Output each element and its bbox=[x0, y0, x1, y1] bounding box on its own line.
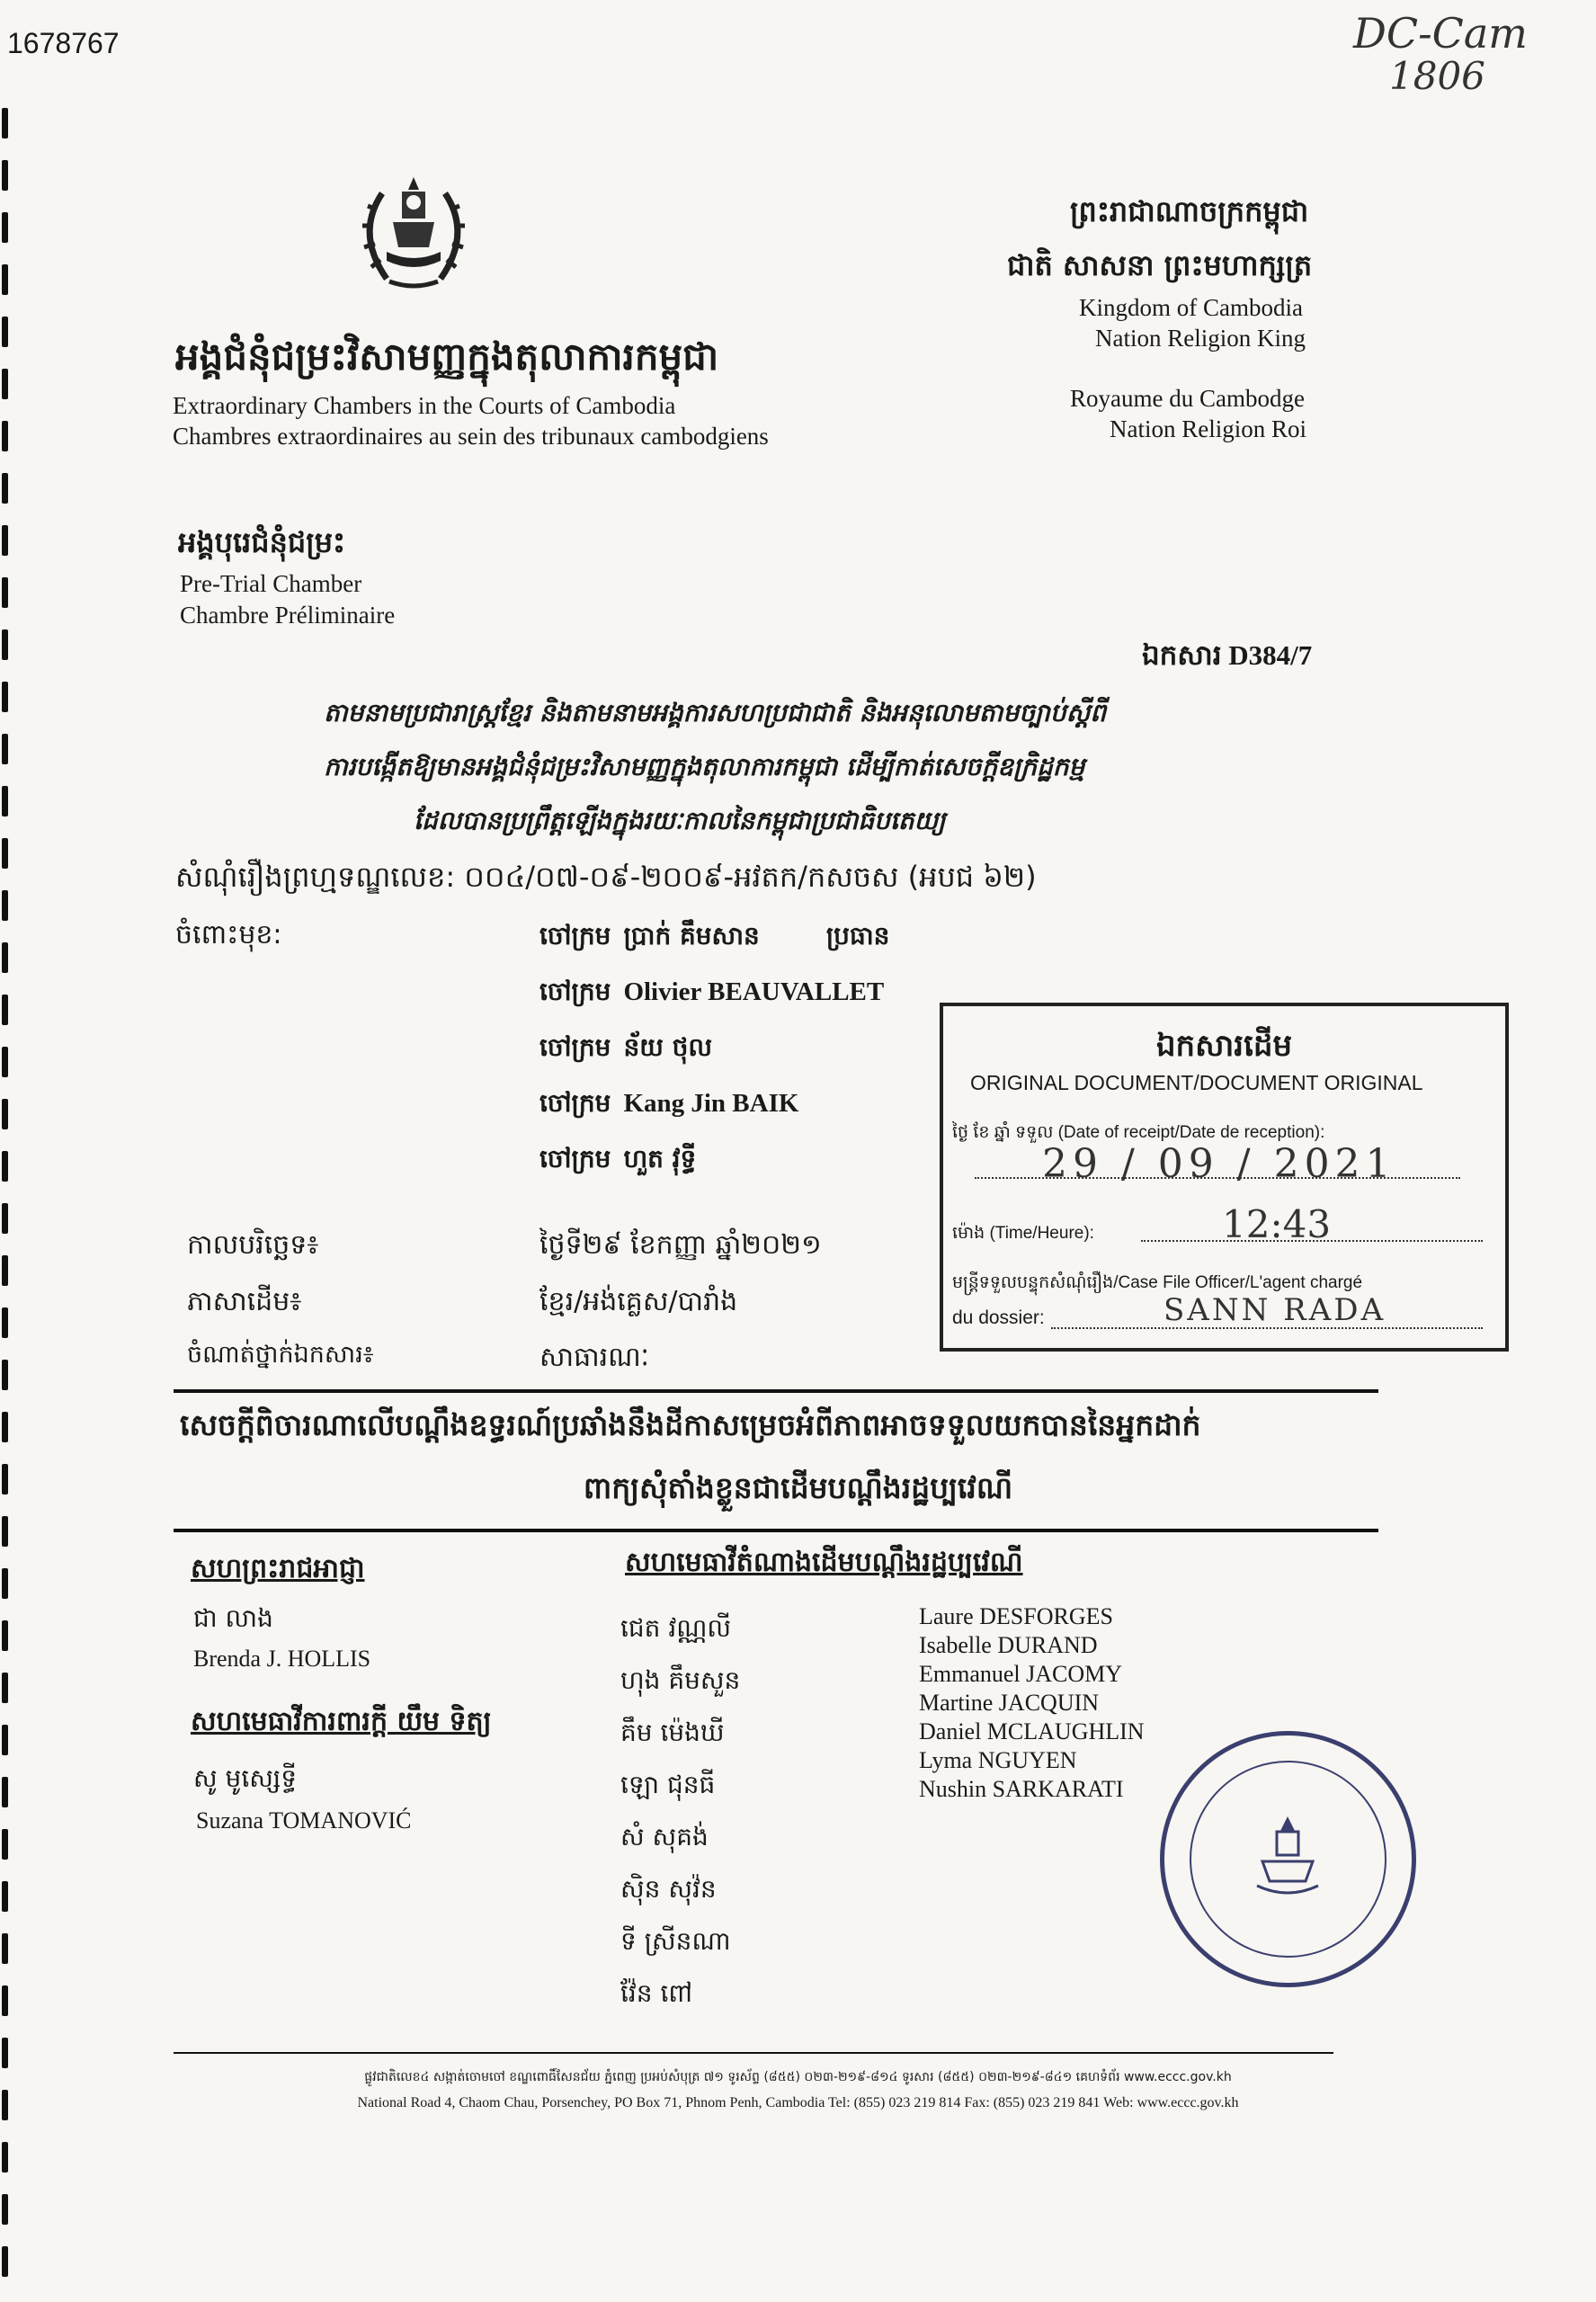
defence-heading: សហមេធាវីការពារក្តី យឹម ទិត្យ bbox=[191, 1706, 492, 1737]
receipt-time-value: 12:43 bbox=[1222, 1202, 1332, 1246]
judge-title: ចៅក្រម bbox=[539, 921, 611, 950]
decision-title-line-2: ពាក្យសុំតាំងខ្លួនជាដើមបណ្តឹងរដ្ឋប្បវេណី bbox=[583, 1470, 1013, 1505]
case-file-number: សំណុំរឿងព្រហ្មទណ្ឌលេខ: ០០៤/០៧-០៩-២០០៩-អវតក/កសចស (អបជ ៦២) bbox=[175, 860, 1037, 894]
civil-lawyer: Martine JACQUIN bbox=[919, 1690, 1100, 1716]
civil-party-heading: សហមេធាវីតំណាងដើមបណ្តឹងរដ្ឋប្បវេណី bbox=[625, 1547, 1023, 1578]
title-line-3: ដែលបានប្រព្រឹត្តឡើងក្នុងរយៈកាលនៃកម្ពុជាប្រជាធិបតេយ្យ bbox=[414, 806, 946, 835]
classification-label: ចំណាត់ថ្នាក់ឯកសារ៖ bbox=[187, 1341, 374, 1369]
chamber-english: Pre-Trial Chamber bbox=[180, 570, 362, 597]
kingdom-french: Royaume du Cambodge bbox=[1070, 385, 1305, 412]
motto-french: Nation Religion Roi bbox=[1110, 415, 1306, 442]
judge-row bbox=[539, 1131, 889, 1187]
title-line-2: ការបង្កើតឱ្យមានអង្គជំនុំជម្រះវិសាមញ្ញក្នុងតុលាការកម្ពុជា ដើម្បីកាត់សេចក្តីឧក្រិដ្ឋកម្ម bbox=[324, 752, 1085, 781]
before-label: ចំពោះមុខ: bbox=[175, 919, 282, 950]
classification-value: សាធារណៈ bbox=[539, 1342, 649, 1373]
rule-footer bbox=[174, 2052, 1333, 2054]
decision-title-line-1: សេចក្តីពិចារណាលើបណ្តឹងឧទ្ធរណ៍ប្រឆាំងនឹងដីកាសម្រេចអំពីភាពអាចទទួលយកបាននៃអ្នកដាក់ bbox=[180, 1407, 1201, 1442]
civil-lawyer-khmer: ជេត វណ្ណលី bbox=[620, 1613, 732, 1643]
defence-name: Suzana TOMANOVIĆ bbox=[196, 1807, 412, 1834]
language-label: ភាសាដើម៖ bbox=[187, 1286, 302, 1317]
prosecutor-name-khmer: ជា លាង bbox=[193, 1603, 273, 1633]
scan-number: 1678767 bbox=[7, 27, 120, 59]
judge-name: ន័យ ថុល bbox=[623, 1032, 713, 1062]
ecc-title-french: Chambres extraordinaires au sein des tribunaux cambodgiens bbox=[173, 423, 769, 450]
original-stamp-title-khmer: ឯកសារដើម bbox=[1155, 1028, 1293, 1064]
motto-khmer: ជាតិ សាសនា ព្រះមហាក្សត្រ bbox=[1007, 248, 1313, 282]
rule-top bbox=[174, 1389, 1378, 1393]
civil-lawyer-khmer: សំ សុគង់ bbox=[620, 1822, 709, 1851]
kingdom-english: Kingdom of Cambodia bbox=[1079, 294, 1303, 321]
ecc-title-khmer: អង្គជំនុំជម្រះវិសាមញ្ញក្នុងតុលាការកម្ពុជា bbox=[175, 335, 719, 379]
case-officer-value: SANN RADA bbox=[1164, 1292, 1386, 1328]
kingdom-khmer: ព្រះរាជាណាចក្រកម្ពុជា bbox=[1070, 194, 1309, 228]
footer-address-khmer: ផ្លូវជាតិលេខ៤ សង្កាត់ចោមចៅ ខណ្ឌពោធិ៍សែនជ័យ ភ្នំពេញ ប្រអប់សំបុត្រ ៧១ ទូរស័ព្ទ (៨៥៥) ០២៣-២១៩-៨១៤ ទូរសារ (៨៥៥) ០២៣-២១៩-៨៤១ គេហទំព័រ www.eccc.gov.kh bbox=[364, 2070, 1232, 2084]
civil-lawyer: Nushin SARKARATI bbox=[919, 1776, 1124, 1802]
date-value: ថ្ងៃទី២៩ ខែកញ្ញា ឆ្នាំ២០២១ bbox=[539, 1229, 822, 1261]
case-officer-label: មន្ត្រីទទួលបន្ទុកសំណុំរឿង/Case File Officer/L'agent chargé bbox=[952, 1273, 1363, 1292]
receipt-date-label: ថ្ងៃ ខែ ឆ្នាំ ទទួល (Date of receipt/Date de reception): bbox=[952, 1123, 1325, 1142]
civil-lawyer-khmer: ទី ស្រីនណា bbox=[620, 1926, 731, 1956]
ecc-title-english: Extraordinary Chambers in the Courts of Cambodia bbox=[173, 392, 676, 419]
defence-name-khmer: សូ មូស្សេទ្ធី bbox=[193, 1763, 297, 1793]
civil-lawyer: Laure DESFORGES bbox=[919, 1603, 1113, 1629]
judge-role: ប្រធាន bbox=[825, 921, 890, 950]
date-label: កាលបរិច្ឆេទ៖ bbox=[187, 1229, 319, 1261]
judge-name: ហួត វុទ្ធី bbox=[623, 1144, 697, 1173]
civil-lawyer-khmer: ស៊ិន សុវ៉ន bbox=[620, 1874, 717, 1904]
civil-lawyer-khmer: ឡោ ជុនធី bbox=[620, 1770, 716, 1799]
motto-english: Nation Religion King bbox=[1095, 325, 1306, 352]
civil-lawyer-khmer: គឹម ម៉េងឃី bbox=[620, 1718, 725, 1747]
original-stamp-title: ORIGINAL DOCUMENT/DOCUMENT ORIGINAL bbox=[970, 1071, 1423, 1094]
pre-trial-chamber-seal-icon bbox=[1160, 1731, 1416, 1987]
footer-address: National Road 4, Chaom Chau, Porsenchey, PO Box 71, Phnom Penh, Cambodia Tel: (855) 023 219 814 Fax: (855) 023 219 841 Web: www.eccc.gov.kh bbox=[357, 2095, 1239, 2110]
case-officer-label-2: du dossier: bbox=[952, 1307, 1045, 1328]
title-line-1: តាមនាមប្រជារាស្ត្រខ្មែរ និងតាមនាមអង្គការសហប្រជាជាតិ និងអនុលោមតាមច្បាប់ស្តីពី bbox=[324, 698, 1107, 727]
binding-strip bbox=[0, 0, 13, 2302]
chamber-khmer: អង្គបុរេជំនុំជម្រះ bbox=[178, 525, 346, 559]
receipt-time-label: ម៉ោង (Time/Heure): bbox=[952, 1224, 1094, 1243]
judge-title: ចៅក្រម bbox=[539, 977, 611, 1006]
civil-lawyer: Isabelle DURAND bbox=[919, 1632, 1098, 1658]
judge-name: Kang Jin BAIK bbox=[623, 1089, 799, 1118]
judge-title: ចៅក្រម bbox=[539, 1088, 611, 1118]
language-value: ខ្មែរ/អង់គ្លេស/បារាំង bbox=[539, 1286, 738, 1317]
judge-name: ប្រាក់ គឹមសាន bbox=[623, 921, 760, 950]
judge-row bbox=[539, 1075, 889, 1131]
receipt-date-value: 29 / 09 / 2021 bbox=[1042, 1141, 1396, 1187]
handwritten-note-1: DC-Cam bbox=[1353, 9, 1528, 58]
judge-title: ចៅក្រម bbox=[539, 1032, 611, 1062]
original-document-stamp bbox=[940, 1003, 1509, 1352]
handwritten-note-2: 1806 bbox=[1389, 54, 1485, 98]
civil-lawyer: Lyma NGUYEN bbox=[919, 1747, 1077, 1773]
judge-name: Olivier BEAUVALLET bbox=[623, 977, 885, 1006]
judge-row bbox=[539, 908, 889, 964]
civil-party-lawyers-khmer bbox=[620, 1602, 740, 2020]
judge-row bbox=[539, 1020, 889, 1075]
civil-party-lawyers bbox=[919, 1602, 1145, 1804]
un-emblem-icon bbox=[346, 166, 481, 301]
prosecutor-name: Brenda J. HOLLIS bbox=[193, 1646, 371, 1672]
civil-lawyer-khmer: ហុង គឹមសួន bbox=[620, 1665, 741, 1695]
civil-lawyer-khmer: វ៉ែន ពៅ bbox=[620, 1978, 692, 2008]
judge-title: ចៅក្រម bbox=[539, 1144, 611, 1173]
judge-row bbox=[539, 964, 889, 1020]
chamber-french: Chambre Préliminaire bbox=[180, 602, 396, 629]
rule-middle bbox=[174, 1529, 1378, 1532]
prosecutor-heading: សហព្រះរាជអាជ្ញា bbox=[191, 1553, 365, 1584]
document-number: ឯកសារ D384/7 bbox=[1142, 639, 1313, 671]
civil-lawyer: Emmanuel JACOMY bbox=[919, 1661, 1123, 1687]
civil-lawyer: Daniel MCLAUGHLIN bbox=[919, 1718, 1145, 1744]
judges-list bbox=[539, 908, 889, 1187]
